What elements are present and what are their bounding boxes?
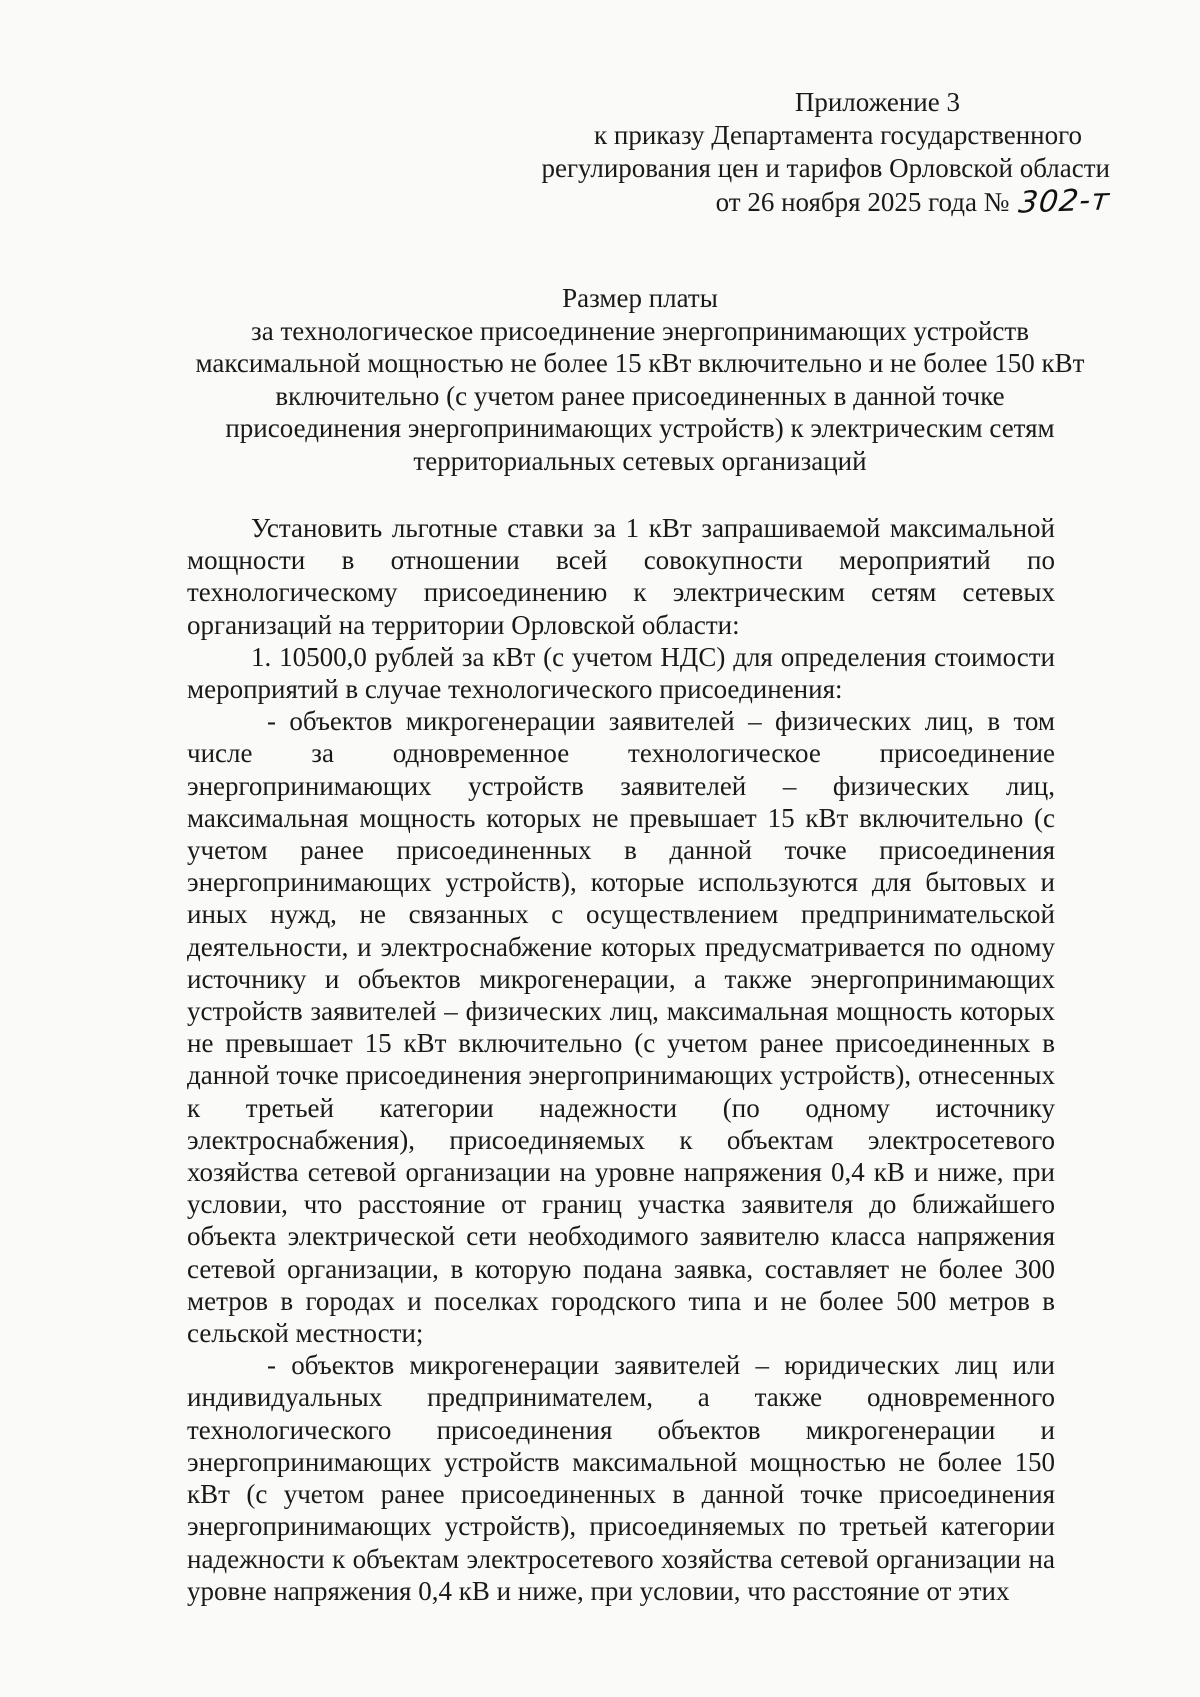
title-line-2: за технологическое присоединение энергопринимающих устройств bbox=[251, 315, 1029, 346]
appendix-header bbox=[470, 86, 1113, 221]
title-line-6: территориальных сетевых организаций bbox=[413, 445, 867, 476]
appendix-label: Приложение 3 bbox=[794, 87, 960, 117]
title-line-1: Размер платы bbox=[562, 283, 718, 313]
order-reference-line-2: регулирования цен и тарифов Орловской области bbox=[541, 153, 1110, 183]
item-1-paragraph: 1. 10500,0 рублей за кВт (с учетом НДС) для определения стоимости мероприятий в случае технологического присоединения: bbox=[187, 641, 1055, 705]
document-body bbox=[187, 512, 1055, 1607]
title-line-3: максимальной мощностью не более 15 кВт включительно и не более 150 кВт bbox=[195, 348, 1085, 378]
bullet-paragraph-1: - объектов микрогенерации заявителей – физических лиц, в том числе за одновременное технологическое присоединение энергопринимающих устройств заявителей – физических лиц, максимальная мощность которых не превышает 15 кВт включительно (с учетом ранее присоединенных в данной точке присоединения энергопринимающих устройств), которые используются для бытовых и иных нужд, не связанных с осуществлением предпринимательской деятельности, и электроснабжение которых предусматривается по одному источнику и объектов микрогенерации, а также энергопринимающих устройств заявителей – физических лиц, максимальная мощность которых не превышает 15 кВт включительно (с учетом ранее присоединенных в данной точке присоединения энергопринимающих устройств), отнесенных к третьей категории надежности (по одному источнику электроснабжения), присоединяемых к объектам электросетевого хозяйства сетевой организации на уровне напряжения 0,4 кВ и ниже, при условии, что расстояние от границ участка заявителя до ближайшего объекта электрической сети необходимого заявителю класса напряжения сетевой организации, в которую подана заявка, составляет не более 300 метров в городах и поселках городского типа и не более 500 метров в сельской местности; bbox=[187, 706, 1055, 1349]
bullet-paragraph-2: - объектов микрогенерации заявителей – юридических лиц или индивидуальных предпринимателем, а также одновременного технологического присоединения объектов микрогенерации и энергопринимающих устройств максимальной мощностью не более 150 кВт (с учетом ранее присоединенных в данной точке присоединения энергопринимающих устройств), присоединяемых по третьей категории надежности к объектам электросетевого хозяйства сетевой организации на уровне напряжения 0,4 кВ и ниже, при условии, что расстояние от этих bbox=[187, 1350, 1055, 1606]
document-title bbox=[180, 282, 1100, 477]
handwritten-order-number: 302-т bbox=[1017, 182, 1113, 221]
title-line-5: присоединения энергопринимающих устройств) к электрическим сетям bbox=[225, 413, 1055, 443]
order-reference-line-3 bbox=[470, 182, 1113, 221]
order-reference-line-1: к приказу Департамента государственного bbox=[594, 120, 1082, 150]
title-line-4: включительно (с учетом ранее присоединенных в данной точке bbox=[275, 380, 1005, 411]
intro-paragraph: Установить льготные ставки за 1 кВт запрашиваемой максимальной мощности в отношении всей совокупности мероприятий по технологическому присоединению к электрическим сетям сетевых организаций на территории Орловской области: bbox=[187, 513, 1055, 640]
order-date: от 26 ноября 2025 года № bbox=[715, 187, 1010, 217]
